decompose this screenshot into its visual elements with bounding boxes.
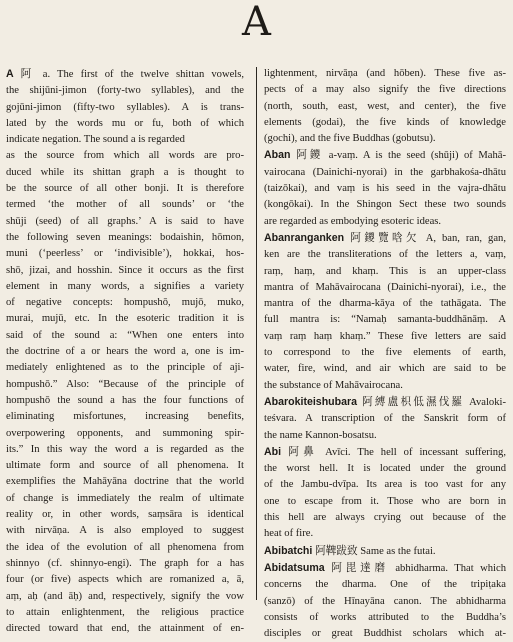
text-line (6, 230, 244, 246)
line-text: gojūni-jimon (fifty-two syllables). A is trans- (6, 101, 244, 113)
text-line (6, 458, 244, 474)
text-line (264, 147, 506, 164)
text-line (264, 594, 506, 610)
text-line (264, 610, 506, 626)
line-text: to attain enlightenment, the religious practice (6, 606, 244, 618)
text-line (6, 409, 244, 425)
line-text: water, fire, wind, and air which are said to be (264, 363, 506, 375)
line-text: four (or five) aspects which are romanized a, ā, (6, 574, 244, 586)
text-line (264, 378, 506, 394)
left-column (6, 66, 244, 637)
line-text: overpowering opponents, and summoning spir- (6, 427, 244, 439)
line-text: be the source of all other bonji. It is therefore (6, 183, 244, 195)
line-text: ken are the transliterations of the letters a, vaṃ, (264, 249, 506, 261)
text-line (6, 523, 244, 539)
line-text: said of the sound a: “When one enters into (6, 329, 244, 341)
column-divider (256, 67, 257, 600)
line-text: 阿鑁覽唅欠 A, ban, ran, gan, (350, 232, 506, 244)
text-line (264, 477, 506, 493)
text-line (264, 247, 506, 263)
text-line (264, 560, 506, 577)
line-text: consists of works attributed to the Buddha’s (264, 611, 506, 623)
line-text: (north, south, east, west, and center), the five (264, 100, 506, 112)
line-text: 阿鑁 a-vaṃ. A is the seed (shūji) of Mahā- (296, 150, 506, 162)
text-line (6, 540, 244, 556)
text-line (6, 474, 244, 490)
text-line (264, 461, 506, 477)
text-line (264, 510, 506, 526)
text-line (264, 428, 506, 444)
text-line (264, 66, 506, 82)
text-line (264, 361, 506, 377)
entry-headword: Abidatsuma (264, 561, 332, 574)
text-line (6, 572, 244, 588)
line-text: element in many words, a signifies a variety (6, 280, 244, 292)
text-line (6, 491, 244, 507)
line-text: mantra of the dharma-kāya of the tathāgata. The (264, 298, 506, 310)
text-line (6, 295, 244, 311)
text-line (264, 543, 506, 560)
line-text: duced while its shittan graph a is thought to (6, 166, 244, 178)
text-line (264, 444, 506, 461)
line-text: as the source from which all words are pro- (6, 150, 244, 162)
text-line (264, 197, 506, 213)
text-line (264, 312, 506, 328)
line-text: 阿鞞跋致 Same as the futai. (315, 545, 436, 557)
line-text: reality or, in other words, saṃsāra is identical (6, 509, 244, 521)
text-line (264, 165, 506, 181)
text-line (6, 393, 244, 409)
line-text: disciples or great Buddhist scholars which at- (264, 628, 506, 640)
line-text: to correspond to the five elements of earth, (264, 347, 506, 359)
line-text: heat of fire. (264, 528, 314, 540)
line-text: the name Kannon-bosatsu. (264, 429, 377, 441)
line-text: elements (godai), the five kinds of knowledge (264, 116, 506, 128)
text-line (264, 329, 506, 345)
line-text: exemplifies the Mahāyāna doctrine that the world (6, 476, 244, 488)
text-line (6, 116, 244, 132)
line-text: shūji (seed) of all graphs.’ A is said to have (6, 215, 244, 227)
line-text: indicate negation. The sound a is regarded (6, 134, 185, 146)
text-line (6, 605, 244, 621)
line-text: the substance of Mahāvairocana. (264, 379, 403, 391)
text-line (264, 99, 506, 115)
text-line (264, 230, 506, 247)
line-text: lightenment, nirvāṇa (and hōben). These five as- (264, 68, 506, 79)
text-line (264, 577, 506, 593)
text-line (6, 589, 244, 605)
line-text: ultimate form and source of all phenomena. It (6, 460, 244, 472)
text-line (264, 82, 506, 98)
line-text: 阿毘達磨 abhidharma. That which (331, 562, 506, 574)
right-column (264, 66, 506, 642)
text-line (6, 279, 244, 295)
line-text: with nirvāṇa. A is also employed to suggest (6, 525, 244, 537)
line-text: mediately enlightened as to the principle of aji- (6, 362, 244, 374)
text-line (6, 311, 244, 327)
entry-headword: Abi (264, 445, 289, 458)
line-text: full mantra is: “Namaḥ samanta-buddhānāṃ. A (264, 314, 506, 326)
line-text: the idea of the evolution of all phenomena from (6, 541, 244, 553)
text-line (6, 377, 244, 393)
text-line (264, 131, 506, 147)
text-line (264, 494, 506, 510)
text-line (6, 197, 244, 213)
text-line (264, 115, 506, 131)
line-text: the following seven meanings: bodaishin, hōmon, (6, 231, 244, 243)
line-text: hompushō the sound a has the four functions of (6, 394, 244, 406)
line-text: (kongōkai). In the Shingon Sect these two sounds (264, 199, 506, 211)
text-line (6, 246, 244, 262)
line-text: this hell are always crying out because of the (264, 512, 506, 524)
text-line (6, 165, 244, 181)
line-text: the doctrine of a or hears the word a, one is im- (6, 346, 244, 358)
line-text: 阿縛盧枳低濕伐羅 Avaloki- (362, 396, 506, 408)
text-line (6, 621, 244, 637)
entry-headword: Abarokiteishubara (264, 395, 363, 408)
line-text: lated by the words mu or fu, both of which (6, 117, 244, 129)
text-line (6, 100, 244, 116)
text-line (6, 66, 244, 83)
line-text: (taizōkai), and vaṃ is his seed in the vajra-dhātu (264, 183, 506, 195)
text-line (6, 426, 244, 442)
text-line (264, 264, 506, 280)
line-text: one to escape from it. Those who are born in (264, 495, 506, 507)
text-line (264, 345, 506, 361)
text-line (264, 394, 506, 411)
section-letter: A (242, 0, 271, 45)
line-text: raṃ, haṃ, and khaṃ. This is an upper-class (264, 265, 506, 277)
line-text: vaṃ raṃ haṃ khaṃ.” These five letters are said (264, 330, 506, 342)
line-text: pects of a may also signify the five directions (264, 84, 506, 96)
line-text: teśvara. A transcription of the Sanskrit form of (264, 413, 506, 425)
line-text: muni (‘peerless’ or ‘indivisible’), hokkai, hos- (6, 248, 244, 260)
line-text: directed toward that end, the attainment of en- (6, 623, 244, 635)
text-line (264, 214, 506, 230)
text-line (264, 280, 506, 296)
line-text: murai, mujū, etc. In the esoteric tradition it is (6, 313, 244, 325)
text-line (6, 360, 244, 376)
line-text: shinnyo (cf. shinnyo-engi). The graph for a has (6, 557, 244, 569)
line-text: hompushō.” Also: “Because of the principle of (6, 378, 244, 390)
text-line (6, 556, 244, 572)
line-text: concerns the dharma. One of the tripiṭaka (264, 579, 506, 591)
text-line (6, 132, 244, 148)
text-line (6, 214, 244, 230)
line-text: the shijūni-jimon (forty-two syllables), and the (6, 85, 244, 97)
line-text: the worst hell. It is located under the ground (264, 463, 506, 475)
text-line (264, 626, 506, 642)
text-line (6, 344, 244, 360)
text-line (6, 148, 244, 164)
line-text: shō, jizai, and hosshin. Since it occurs as the first (6, 264, 244, 276)
line-text: termed ‘the mother of all sounds’ or ‘the (6, 199, 244, 211)
text-line (264, 181, 506, 197)
text-line (6, 442, 244, 458)
entry-headword: Abanranganken (264, 231, 351, 244)
line-text: vairocana (Dainichi-nyorai) in the garbhakośa-dhātu (264, 166, 506, 178)
line-text: of the Jambu-dvīpa. Its area is too vast for any (264, 479, 506, 491)
line-text: of change is immediately the realm of ultimate (6, 492, 244, 504)
text-line (6, 181, 244, 197)
line-text: (gochi), and the five Buddhas (gobutsu). (264, 133, 436, 145)
text-line (264, 411, 506, 427)
text-line (6, 83, 244, 99)
text-line (6, 263, 244, 279)
line-text: aṃ, aḥ (and āḥ) and, respectively, signify the vow (6, 590, 244, 602)
text-line (6, 507, 244, 523)
line-text: its.” In this way the word a is regarded as the (6, 443, 244, 455)
line-text: are regarded as embodying esoteric ideas. (264, 215, 442, 227)
line-text: eliminating misfortunes, increasing benefits, (6, 411, 244, 423)
line-text: (sanzō) of the Hīnayāna canon. The abhidharma (264, 595, 506, 607)
entry-headword: Aban (264, 149, 297, 162)
entry-headword: Abibatchi (264, 544, 316, 557)
entry-headword: A (6, 68, 21, 80)
line-text: 阿鼻 Avīci. The hell of incessant suffering, (288, 446, 506, 458)
text-line (6, 328, 244, 344)
line-text: 阿 a. The first of the twelve shittan vowels, (20, 69, 245, 80)
text-line (264, 526, 506, 542)
line-text: of negative concepts: hompushō, mujō, muko, (6, 297, 244, 309)
line-text: mantra of Mahāvairocana (Dainichi-nyorai), i.e., the (264, 281, 506, 293)
text-line (264, 296, 506, 312)
